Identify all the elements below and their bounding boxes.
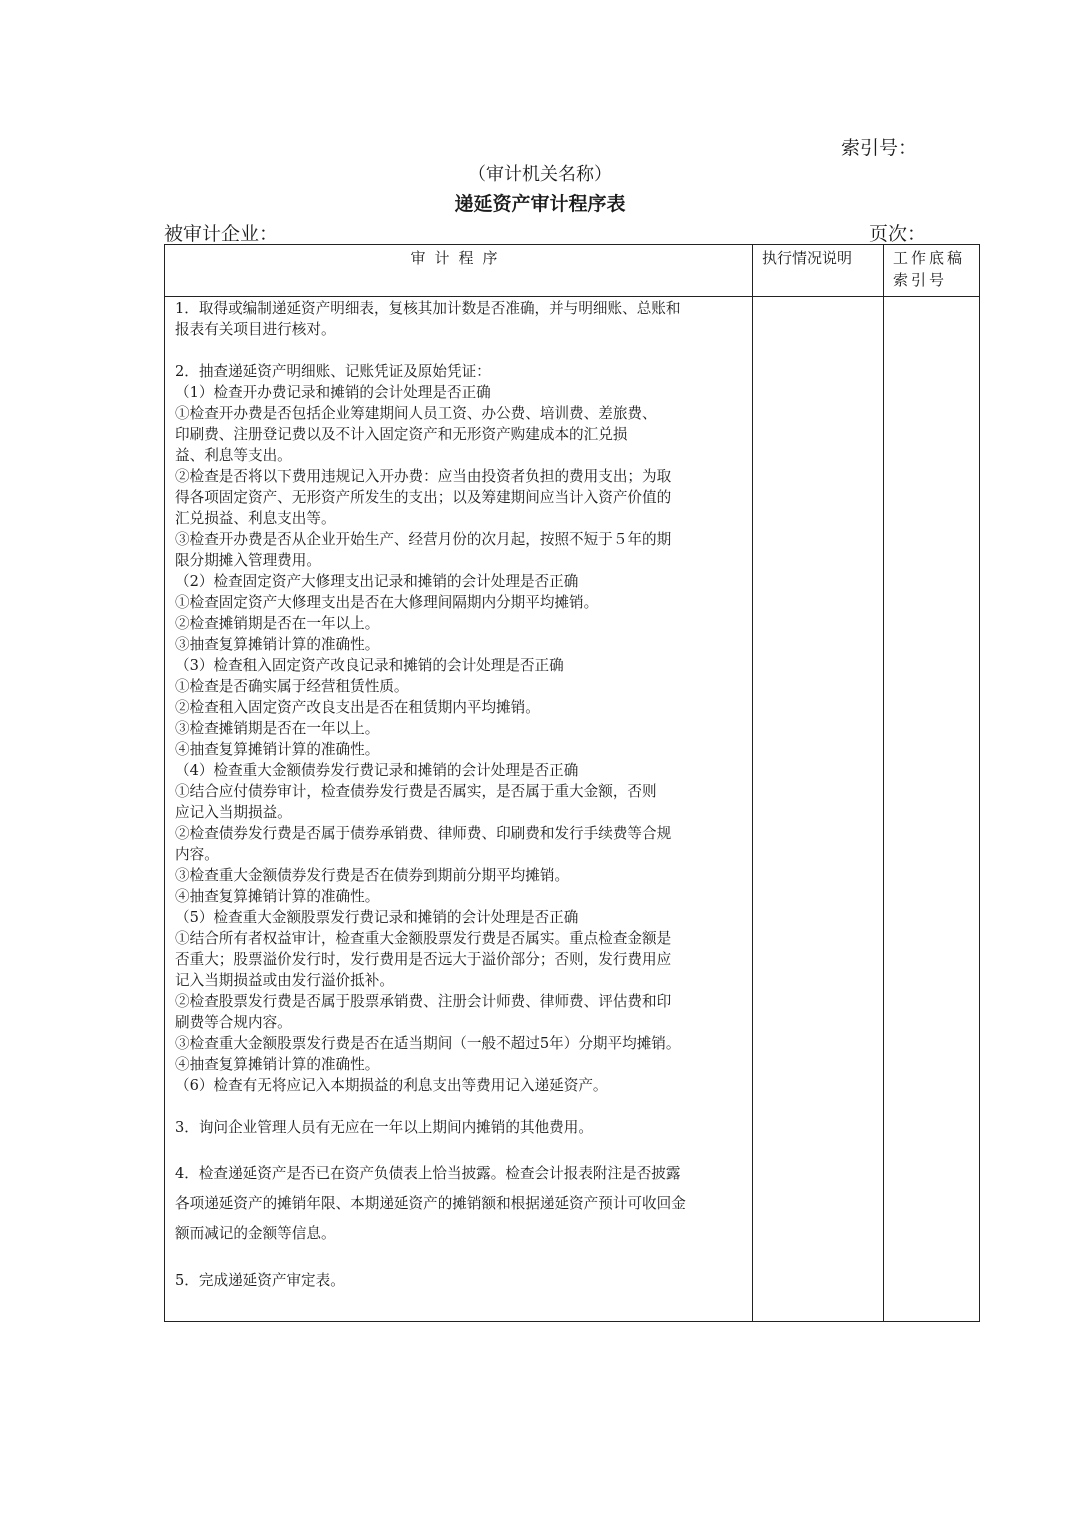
procedure-line: （6）检查有无将应记入本期损益的利息支出等费用记入递延资产。	[175, 1077, 608, 1094]
audited-company-label: 被审计企业：	[164, 223, 279, 245]
header-workpaper-ref: 工作底稿索引号	[893, 249, 966, 289]
header-procedure: 审计程序	[410, 249, 507, 267]
procedure-line: ①检查是否确实属于经营租赁性质。	[175, 678, 409, 695]
procedure-line: ④抽查复算摊销计算的准确性。	[175, 741, 380, 758]
procedure-line: 刷费等合规内容。	[175, 1014, 292, 1031]
procedure-line: 内容。	[175, 846, 219, 863]
procedure-line: （4）检查重大金额债券发行费记录和摊销的会计处理是否正确	[175, 762, 579, 779]
procedure-line: ①结合应付债券审计，检查债券发行费是否属实，是否属于重大金额，否则	[175, 783, 657, 800]
procedure-line: 各项递延资产的摊销年限、本期递延资产的摊销额和根据递延资产预计可收回金	[175, 1195, 686, 1212]
procedure-line: 额而减记的金额等信息。	[175, 1225, 336, 1242]
column-divider	[752, 245, 753, 1321]
page-title: 递延资产审计程序表	[454, 193, 626, 215]
procedure-line: （5）检查重大金额股票发行费记录和摊销的会计处理是否正确	[175, 909, 579, 926]
procedure-line: 2．抽查递延资产明细账、记账凭证及原始凭证：	[175, 363, 491, 380]
procedure-line: ②检查是否将以下费用违规记入开办费：应当由投资者负担的费用支出；为取	[175, 468, 672, 485]
procedure-line: ②检查租入固定资产改良支出是否在租赁期内平均摊销。	[175, 699, 540, 716]
procedure-line: ③检查重大金额股票发行费是否在适当期间（一般不超过5年）分期平均摊销。	[175, 1035, 681, 1052]
column-divider	[883, 245, 884, 1321]
procedure-line: ③检查开办费是否从企业开始生产、经营月份的次月起，按照不短于５年的期	[175, 531, 672, 548]
procedure-line: ③抽查复算摊销计算的准确性。	[175, 636, 380, 653]
procedure-line: ②检查债券发行费是否属于债券承销费、律师费、印刷费和发行手续费等合规	[175, 825, 672, 842]
procedure-line: 印刷费、注册登记费以及不计入固定资产和无形资产购建成本的汇兑损	[175, 426, 628, 443]
page-number-label: 页次：	[869, 223, 927, 245]
procedure-line: 5．完成递延资产审定表。	[175, 1272, 345, 1289]
procedure-line: 汇兑损益、利息支出等。	[175, 510, 336, 527]
procedure-list	[175, 298, 747, 1291]
procedure-line: ①检查开办费是否包括企业筹建期间人员工资、办公费、培训费、差旅费、	[175, 405, 657, 422]
audit-org-name: （审计机关名称）	[468, 164, 612, 185]
header-divider	[165, 296, 979, 297]
procedure-line: ④抽查复算摊销计算的准确性。	[175, 888, 380, 905]
procedure-line: 限分期摊入管理费用。	[175, 552, 321, 569]
procedure-line: ①结合所有者权益审计，检查重大金额股票发行费是否属实。重点检查金额是	[175, 930, 672, 947]
procedure-line: （1）检查开办费记录和摊销的会计处理是否正确	[175, 384, 491, 401]
procedure-line: （3）检查租入固定资产改良记录和摊销的会计处理是否正确	[175, 657, 564, 674]
header-execution-notes: 执行情况说明	[762, 249, 853, 267]
procedure-line: 否重大；股票溢价发行时，发行费用是否远大于溢价部分；否则，发行费用应	[175, 951, 672, 968]
procedure-line: ②检查股票发行费是否属于股票承销费、注册会计师费、律师费、评估费和印	[175, 993, 672, 1010]
procedure-line: ④抽查复算摊销计算的准确性。	[175, 1056, 380, 1073]
procedure-line: 记入当期损益或由发行溢价抵补。	[175, 972, 394, 989]
procedure-line: 益、利息等支出。	[175, 447, 292, 464]
procedure-line: 3．询问企业管理人员有无应在一年以上期间内摊销的其他费用。	[175, 1119, 593, 1136]
procedure-line: 应记入当期损益。	[175, 804, 292, 821]
procedure-line: 1．取得或编制递延资产明细表，复核其加计数是否准确，并与明细账、总账和	[175, 300, 681, 317]
procedure-line: ③检查重大金额债券发行费是否在债券到期前分期平均摊销。	[175, 867, 570, 884]
procedure-line: 报表有关项目进行核对。	[175, 321, 336, 338]
audit-procedure-table	[164, 244, 980, 1322]
index-number-label: 索引号：	[841, 137, 918, 159]
procedure-line: ③检查摊销期是否在一年以上。	[175, 720, 380, 737]
procedure-line: ①检查固定资产大修理支出是否在大修理间隔期内分期平均摊销。	[175, 594, 599, 611]
procedure-line: 4．检查递延资产是否已在资产负债表上恰当披露。检查会计报表附注是否披露	[175, 1165, 681, 1182]
procedure-line: 得各项固定资产、无形资产所发生的支出；以及筹建期间应当计入资产价值的	[175, 489, 672, 506]
procedure-line: ②检查摊销期是否在一年以上。	[175, 615, 380, 632]
procedure-line: （2）检查固定资产大修理支出记录和摊销的会计处理是否正确	[175, 573, 579, 590]
